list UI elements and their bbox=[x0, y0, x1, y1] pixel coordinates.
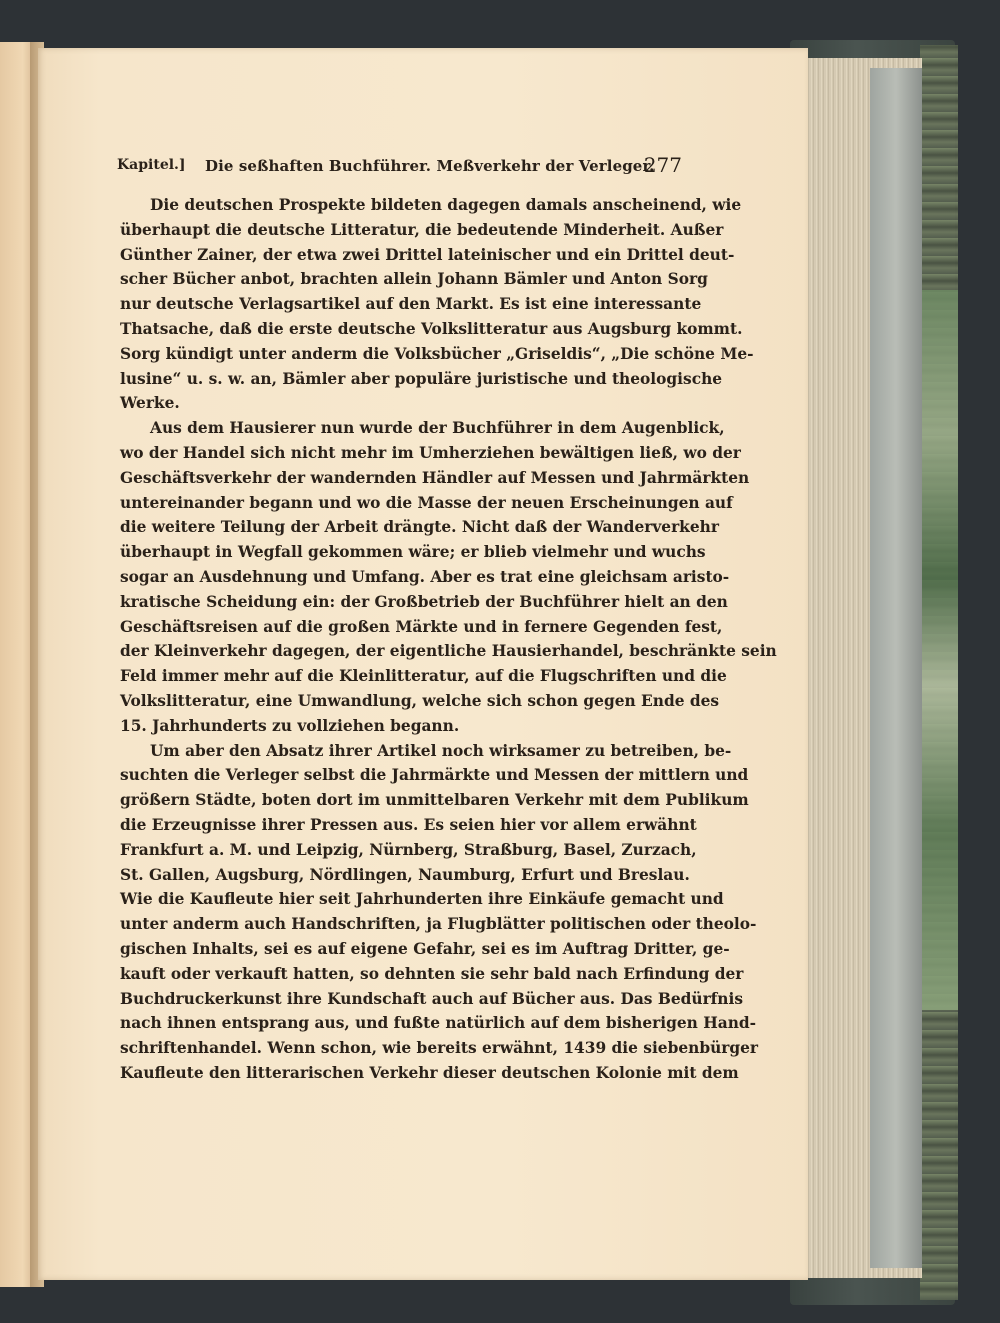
text-line: scher Bücher anbot, brachten allein Johann Bämler und Anton Sorg bbox=[120, 270, 708, 289]
text-line: 15. Jahrhunderts zu vollziehen begann. bbox=[120, 716, 460, 735]
text-line: kratische Scheidung ein: der Großbetrieb der Buchführer hielt an den bbox=[120, 592, 728, 611]
text-line: lusine“ u. s. w. an, Bämler aber populäre juristische und theologische bbox=[120, 369, 723, 388]
marbled-endpaper bbox=[922, 290, 958, 1010]
text-line: Die deutschen Prospekte bildeten dagegen damals anscheinend, wie bbox=[150, 196, 742, 214]
text-line: Werke. bbox=[120, 394, 180, 413]
header-running-title: Die seßhaften Buchführer. Meßverkehr der Verleger. bbox=[205, 157, 655, 175]
text-line: kauft oder verkauft hatten, so dehnten sie sehr bald nach Erfindung der bbox=[120, 964, 744, 983]
text-line: der Kleinverkehr dagegen, der eigentliche Hausierhandel, beschränkte sein bbox=[120, 642, 777, 661]
text-line: Feld immer mehr auf die Kleinlitteratur, auf die Flugschriften und die bbox=[120, 667, 727, 686]
text-line: Buchdruckerkunst ihre Kundschaft auch auf Bücher aus. Das Bedürfnis bbox=[120, 989, 743, 1008]
text-line: Volkslitteratur, eine Umwandlung, welche sich schon gegen Ende des bbox=[120, 691, 720, 710]
text-line: schriftenhandel. Wenn schon, wie bereits erwähnt, 1439 die siebenbürger bbox=[120, 1039, 759, 1058]
text-line: St. Gallen, Augsburg, Nördlingen, Naumburg, Erfurt und Breslau. bbox=[120, 865, 690, 884]
text-line: Günther Zainer, der etwa zwei Drittel lateinischer und ein Drittel deut- bbox=[120, 245, 735, 264]
text-line: sogar an Ausdehnung und Umfang. Aber es trat eine gleichsam aristo- bbox=[120, 567, 730, 586]
text-line: Geschäftsreisen auf die großen Märkte und in fernere Gegenden fest, bbox=[120, 617, 723, 636]
text-line: die Erzeugnisse ihrer Pressen aus. Es seien hier vor allem erwähnt bbox=[120, 815, 697, 834]
page-body-text bbox=[120, 193, 777, 1086]
text-line: suchten die Verleger selbst die Jahrmärkte und Messen der mittlern und bbox=[120, 766, 749, 785]
page-number: 277 bbox=[643, 153, 682, 177]
text-line: gischen Inhalts, sei es auf eigene Gefahr, sei es im Auftrag Dritter, ge- bbox=[120, 939, 730, 958]
text-line: die weitere Teilung der Arbeit drängte. Nicht daß der Wanderverkehr bbox=[120, 518, 719, 537]
text-line: Sorg kündigt unter anderm die Volksbücher „Griseldis“, „Die schöne Me- bbox=[120, 344, 754, 363]
header-chapter: Kapitel.] bbox=[117, 157, 186, 173]
text-line: größern Städte, boten dort im unmittelbaren Verkehr mit dem Publikum bbox=[120, 791, 749, 810]
text-line: Frankfurt a. M. und Leipzig, Nürnberg, Straßburg, Basel, Zurzach, bbox=[120, 840, 697, 859]
text-line: überhaupt die deutsche Litteratur, die bedeutende Minderheit. Außer bbox=[120, 220, 724, 239]
page-block-shadow bbox=[870, 68, 922, 1268]
text-line: Geschäftsverkehr der wandernden Händler auf Messen und Jahrmärkten bbox=[120, 468, 750, 487]
text-line: Um aber den Absatz ihrer Artikel noch wirksamer zu betreiben, be- bbox=[150, 741, 732, 760]
text-line: überhaupt in Wegfall gekommen wäre; er blieb vielmehr und wuchs bbox=[120, 543, 706, 562]
text-line: Thatsache, daß die erste deutsche Volkslitteratur aus Augsburg kommt. bbox=[120, 319, 743, 338]
text-line: unter anderm auch Handschriften, ja Flugblätter politischen oder theolo- bbox=[120, 915, 757, 934]
text-line: Kaufleute den litterarischen Verkehr dieser deutschen Kolonie mit dem bbox=[120, 1063, 739, 1082]
text-line: nur deutsche Verlagsartikel auf den Markt. Es ist eine interessante bbox=[120, 295, 702, 314]
text-line: nach ihnen entsprang aus, und fußte natürlich auf dem bisherigen Hand- bbox=[120, 1014, 757, 1033]
text-line: Wie die Kaufleute hier seit Jahrhunderten ihre Einkäufe gemacht und bbox=[120, 890, 724, 909]
text-line: Aus dem Hausierer nun wurde der Buchführer in dem Augenblick, bbox=[150, 419, 725, 438]
text-line: untereinander begann und wo die Masse der neuen Erscheinungen auf bbox=[120, 493, 733, 512]
running-header bbox=[117, 153, 682, 185]
text-line: wo der Handel sich nicht mehr im Umherziehen bewältigen ließ, wo der bbox=[120, 443, 741, 462]
